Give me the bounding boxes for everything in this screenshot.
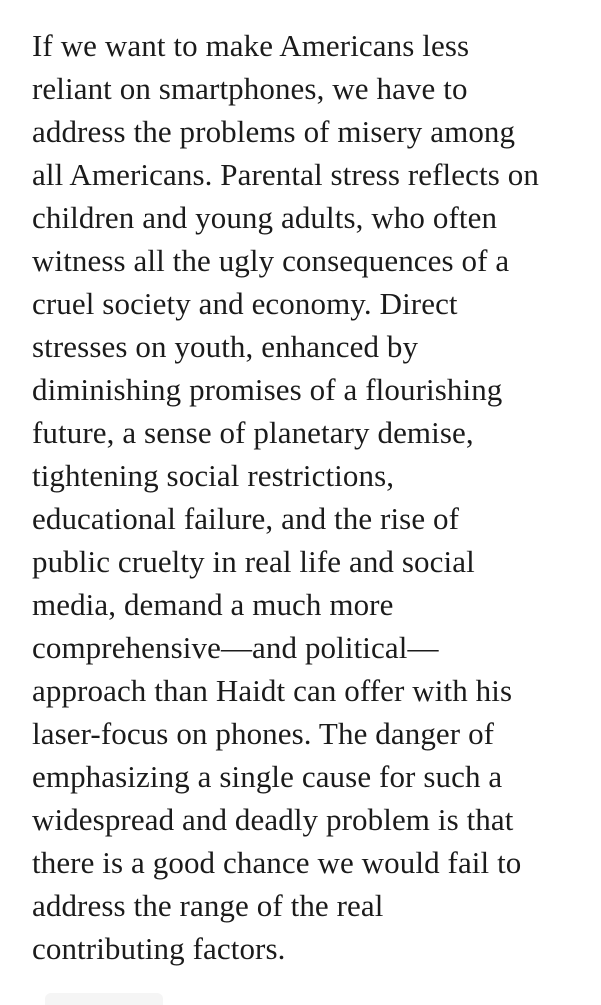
paragraph-line: diminishing promises of a flourishing: [32, 372, 503, 407]
paragraph-line: reliant on smartphones, we have to: [32, 71, 468, 106]
paragraph-line: cruel society and economy. Direct: [32, 286, 458, 321]
paragraph-line: address the range of the real: [32, 888, 384, 923]
paragraph-line: witness all the ugly consequences of a: [32, 243, 510, 278]
paragraph-line: public cruelty in real life and social: [32, 544, 475, 579]
paragraph-line: future, a sense of planetary demise,: [32, 415, 474, 450]
paragraph-line: contributing factors.: [32, 931, 286, 966]
paragraph-line: If we want to make Americans less: [32, 28, 470, 63]
article-body: [32, 24, 591, 970]
paragraph-line: approach than Haidt can offer with his: [32, 673, 513, 708]
paragraph-line: comprehensive—and political—: [32, 630, 439, 665]
paragraph-line: laser-focus on phones. The danger of: [32, 716, 495, 751]
paragraph-line: stresses on youth, enhanced by: [32, 329, 419, 364]
paragraph-line: educational failure, and the rise of: [32, 501, 460, 536]
paragraph-line: children and young adults, who often: [32, 200, 498, 235]
paragraph-line: all Americans. Parental stress reflects on: [32, 157, 539, 192]
paragraph-line: there is a good chance we would fail to: [32, 845, 522, 880]
paragraph-line: media, demand a much more: [32, 587, 394, 622]
paragraph: [32, 24, 591, 970]
paragraph-line: emphasizing a single cause for such a: [32, 759, 503, 794]
paragraph-line: address the problems of misery among: [32, 114, 516, 149]
paragraph-line: widespread and deadly problem is that: [32, 802, 514, 837]
paragraph-line: tightening social restrictions,: [32, 458, 395, 493]
next-block-cutoff: [45, 993, 163, 1005]
